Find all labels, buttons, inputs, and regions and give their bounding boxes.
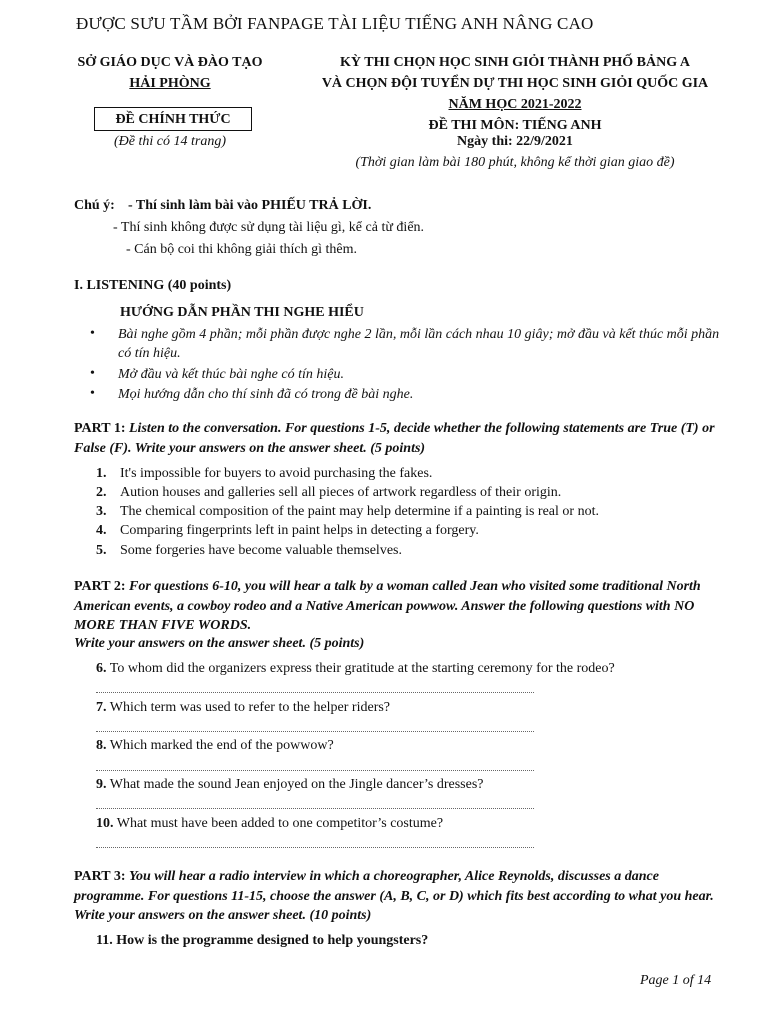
part1-item-3: The chemical composition of the paint may help determine if a painting is real or not. (120, 504, 599, 519)
question-text: To whom did the organizers express their gratitude at the starting ceremony for the rodeo? (109, 661, 615, 676)
note-2: - Thí sinh không được sử dụng tài liệu gì, kể cả từ điển. (113, 220, 425, 235)
item-number: 4. (96, 523, 107, 538)
exam-title-line1: KỲ THI CHỌN HỌC SINH GIỎI THÀNH PHỐ BẢNG A (340, 55, 690, 70)
part3-text: You will hear a radio interview in which a choreographer, Alice Reynolds, discusses a dance programme. For questions 11-15, choose the answer (A, B, C, or D) which fits best according to what you hear. Write your answers on the answer sheet. (10 points) (74, 869, 714, 923)
part3-instruction (74, 867, 719, 926)
part1-text: Listen to the conversation. For questions 1-5, decide whether the following statements are True (T) or False (F). Write your answers on the answer sheet. (5 points) (74, 421, 715, 456)
part2-question-8 (96, 738, 334, 754)
item-number: 5. (96, 543, 107, 558)
answer-line[interactable] (96, 808, 534, 809)
part1-item-5: Some forgeries have become valuable themselves. (120, 543, 402, 558)
part1-label: PART 1: (74, 421, 126, 436)
department-name: SỞ GIÁO DỤC VÀ ĐÀO TẠO (77, 55, 263, 70)
part2-instruction-2 (74, 634, 719, 654)
question-number: 7. (96, 700, 107, 715)
answer-line[interactable] (96, 770, 534, 771)
question-text: What made the sound Jean enjoyed on the Jingle dancer’s dresses? (109, 777, 484, 792)
part1-item-2: Aution houses and galleries sell all pieces of artwork regardless of their origin. (120, 485, 562, 500)
school-year-text: NĂM HỌC 2021-2022 (448, 97, 582, 112)
bullet-icon: • (90, 326, 95, 341)
exam-title-line2: VÀ CHỌN ĐỘI TUYỂN DỰ THI HỌC SINH GIỎI QUỐC GIA (321, 76, 709, 91)
item-number: 3. (96, 504, 107, 519)
question-number: 6. (96, 661, 107, 676)
part2-text-2: Write your answers on the answer sheet. (5 points) (74, 636, 365, 651)
guide-bullet-3: Mọi hướng dẫn cho thí sinh đã có trong đề bài nghe. (118, 387, 414, 402)
city-name: HẢI PHÒNG (129, 76, 211, 91)
answer-line[interactable] (96, 731, 534, 732)
part2-question-9 (96, 777, 483, 793)
part1-instruction (74, 419, 719, 458)
official-exam-badge: ĐỀ CHÍNH THỨC (94, 107, 252, 131)
page-number: Page 1 of 14 (640, 973, 712, 988)
part1-item-4: Comparing fingerprints left in paint helps in detecting a forgery. (120, 523, 479, 538)
answer-line[interactable] (96, 692, 534, 693)
part2-question-10 (96, 816, 443, 832)
note-3: - Cán bộ coi thi không giải thích gì thêm. (126, 242, 357, 257)
part1-item-1: It's impossible for buyers to avoid purchasing the fakes. (120, 466, 433, 481)
bullet-icon: • (90, 386, 95, 401)
part2-question-7 (96, 700, 390, 716)
fanpage-banner: ĐƯỢC SƯU TẦM BỞI FANPAGE TÀI LIỆU TIẾNG ANH NÂNG CAO (76, 14, 594, 33)
answer-line[interactable] (96, 847, 534, 848)
section-title: I. LISTENING (40 points) (74, 278, 232, 293)
exam-subject: ĐỀ THI MÔN: TIẾNG ANH (428, 118, 602, 133)
question-text: Which term was used to refer to the helper riders? (109, 700, 391, 715)
guide-bullet-1: Bài nghe gồm 4 phần; mỗi phần được nghe 2 lần, mỗi lần cách nhau 10 giây; mở đầu và kết thúc mỗi phần có tín hiệu. (118, 327, 720, 361)
part2-label: PART 2: (74, 579, 126, 594)
question-text: Which marked the end of the powwow? (109, 738, 334, 753)
time-note: (Thời gian làm bài 180 phút, không kể thời gian giao đề) (355, 155, 675, 170)
part2-instruction (74, 577, 719, 636)
question-number: 8. (96, 738, 107, 753)
guide-bullet-2: Mở đầu và kết thúc bài nghe có tín hiệu. (118, 367, 344, 382)
question-number: 9. (96, 777, 107, 792)
note-label: Chú ý: (74, 198, 115, 213)
part3-label: PART 3: (74, 869, 126, 884)
item-number: 1. (96, 466, 107, 481)
school-year (296, 94, 734, 115)
question-text: What must have been added to one competitor’s costume? (116, 816, 444, 831)
bullet-icon: • (90, 366, 95, 381)
part2-text: For questions 6-10, you will hear a talk by a woman called Jean who visited some traditional North American events, a cowboy rodeo and a Native American powwow. Answer the following questions with NO MORE THAN FIVE WORDS. (74, 579, 701, 633)
part2-question-6 (96, 661, 615, 677)
note-1: - Thí sinh làm bài vào PHIẾU TRẢ LỜI. (128, 198, 372, 213)
question-number: 10. (96, 816, 114, 831)
part3-question-11: 11. How is the programme designed to help youngsters? (96, 933, 429, 948)
exam-date: Ngày thi: 22/9/2021 (457, 134, 573, 149)
guide-title: HƯỚNG DẪN PHẦN THI NGHE HIỂU (120, 305, 364, 320)
item-number: 2. (96, 485, 107, 500)
page-count-note: (Đề thi có 14 trang) (114, 134, 226, 149)
